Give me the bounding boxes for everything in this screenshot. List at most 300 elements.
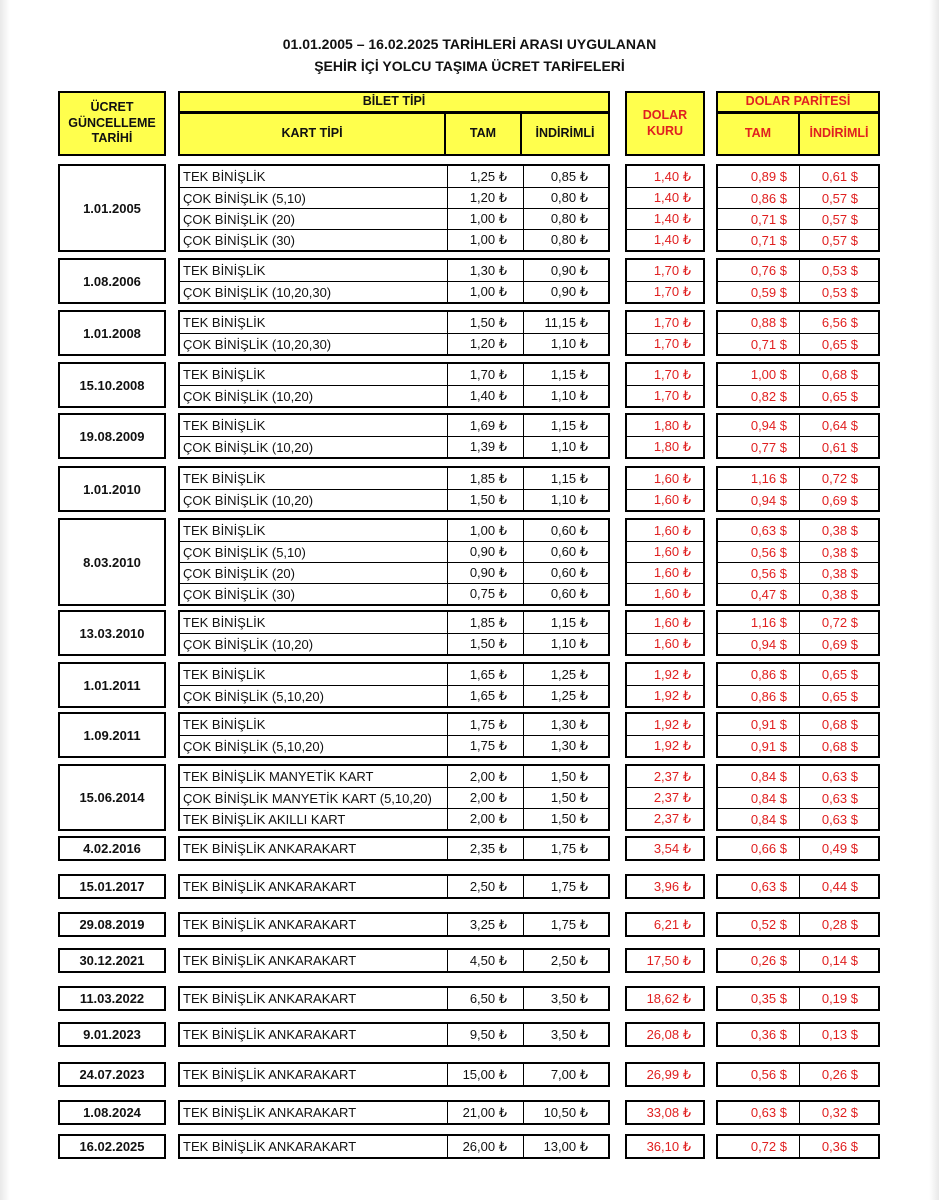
parity-full-cell: 0,91 $: [718, 714, 800, 735]
parity-full-cell: 0,76 $: [718, 260, 800, 281]
card-type-cell: TEK BİNİŞLİK: [180, 415, 448, 436]
card-type-cell: ÇOK BİNİŞLİK (10,20): [180, 437, 448, 457]
full-fare-cell: 1,70 ₺: [448, 364, 524, 385]
parity-full-cell: 0,94 $: [718, 415, 800, 436]
parity-discounted-cell: 0,13 $: [821, 1027, 858, 1042]
table-row: [627, 260, 703, 281]
table-row: [627, 1064, 703, 1085]
full-fare-cell: 1,50 ₺: [448, 490, 524, 510]
parity-discounted-cell: 0,63 $: [821, 790, 858, 806]
card-type-cell: ÇOK BİNİŞLİK (20): [180, 209, 448, 229]
full-fare-cell: 1,50 ₺: [448, 312, 524, 333]
dollar-rate-cell: 36,10 ₺: [646, 1138, 691, 1154]
full-fare-cell: 3,25 ₺: [448, 914, 524, 935]
table-row: [180, 633, 608, 654]
group-date-cell: 19.08.2009: [58, 413, 166, 459]
parity-discounted-cell: 0,49 $: [821, 841, 858, 856]
table-row: [180, 808, 608, 829]
card-type-cell: TEK BİNİŞLİK: [180, 468, 448, 489]
parity-discounted-cell: 0,72 $: [821, 615, 858, 630]
table-row: [718, 664, 878, 685]
parity-full-cell: 1,00 $: [718, 364, 800, 385]
parity-full-cell: 0,71 $: [718, 230, 800, 250]
parity-full-cell: 0,35 $: [718, 988, 800, 1009]
dollar-rate-cell: 1,92 ₺: [653, 738, 691, 753]
group-ticket-block: [178, 518, 610, 606]
full-fare-cell: 1,65 ₺: [448, 664, 524, 685]
parity-full-cell: 0,86 $: [718, 686, 800, 706]
page-title-line-2: ŞEHİR İÇİ YOLCU TAŞIMA ÜCRET TARİFELERİ: [314, 58, 625, 74]
group-date-cell: 1.01.2008: [58, 310, 166, 356]
table-row: [718, 988, 878, 1009]
full-fare-cell: 1,25 ₺: [448, 166, 524, 187]
table-row: [180, 1102, 608, 1123]
header-full: TAM: [444, 112, 522, 156]
discounted-fare-cell: 0,85 ₺: [550, 168, 588, 184]
table-row: [627, 1102, 703, 1123]
table-row: [718, 260, 878, 281]
group-parity-block: [716, 662, 880, 708]
dollar-rate-cell: 1,40 ₺: [653, 211, 691, 226]
dollar-rate-cell: 1,40 ₺: [653, 168, 691, 184]
group-date-cell: 15.06.2014: [58, 764, 166, 831]
group-parity-block: [716, 610, 880, 656]
table-row: [718, 281, 878, 302]
group-dollar-rate-block: [625, 258, 705, 304]
group-dollar-rate-block: [625, 836, 705, 861]
table-row: [627, 1024, 703, 1045]
table-row: [718, 312, 878, 333]
card-type-cell: TEK BİNİŞLİK ANKARAKART: [180, 1102, 448, 1123]
card-type-cell: ÇOK BİNİŞLİK (30): [180, 584, 448, 604]
discounted-fare-cell: 1,15 ₺: [550, 614, 588, 630]
discounted-fare-cell: 1,10 ₺: [550, 336, 588, 351]
table-row: [180, 876, 608, 897]
table-row: [180, 664, 608, 685]
group-ticket-block: [178, 948, 610, 973]
full-fare-cell: 1,69 ₺: [448, 415, 524, 436]
table-row: [180, 489, 608, 510]
group-date-cell: 11.03.2022: [58, 986, 166, 1011]
full-fare-cell: 1,00 ₺: [448, 282, 524, 302]
table-row: [627, 333, 703, 354]
page-edge-right: [929, 0, 939, 1200]
group-dollar-rate-block: [625, 1100, 705, 1125]
dollar-rate-cell: 17,50 ₺: [646, 952, 691, 968]
parity-full-cell: 0,72 $: [718, 1136, 800, 1157]
parity-full-cell: 0,86 $: [718, 188, 800, 208]
group-dollar-rate-block: [625, 466, 705, 512]
header-discounted: İNDİRİMLİ: [520, 112, 610, 156]
table-row: [180, 364, 608, 385]
group-date-cell: 1.08.2024: [58, 1100, 166, 1125]
parity-full-cell: 0,84 $: [718, 766, 800, 787]
parity-discounted-cell: 0,26 $: [821, 1067, 858, 1082]
discounted-fare-cell: 1,30 ₺: [550, 716, 588, 732]
table-row: [180, 766, 608, 787]
table-row: [718, 436, 878, 457]
dollar-rate-cell: 1,70 ₺: [653, 366, 691, 382]
full-fare-cell: 4,50 ₺: [448, 950, 524, 971]
card-type-cell: TEK BİNİŞLİK ANKARAKART: [180, 1024, 448, 1045]
header-card-type: KART TİPİ: [178, 112, 446, 156]
parity-full-cell: 0,82 $: [718, 386, 800, 406]
card-type-cell: TEK BİNİŞLİK: [180, 664, 448, 685]
card-type-cell: TEK BİNİŞLİK: [180, 166, 448, 187]
group-date-cell: 1.09.2011: [58, 712, 166, 758]
dollar-rate-cell: 1,60 ₺: [653, 470, 691, 486]
group-ticket-block: [178, 610, 610, 656]
card-type-cell: TEK BİNİŞLİK ANKARAKART: [180, 950, 448, 971]
parity-full-cell: 0,26 $: [718, 950, 800, 971]
dollar-rate-cell: 1,92 ₺: [653, 716, 691, 732]
table-row: [718, 166, 878, 187]
card-type-cell: TEK BİNİŞLİK ANKARAKART: [180, 876, 448, 897]
group-date-cell: 1.01.2005: [58, 164, 166, 252]
group-ticket-block: [178, 310, 610, 356]
group-parity-block: [716, 1134, 880, 1159]
parity-discounted-cell: 0,32 $: [821, 1105, 858, 1120]
discounted-fare-cell: 0,90 ₺: [550, 284, 588, 299]
header-dollar-rate: DOLAR KURU: [625, 91, 705, 156]
full-fare-cell: 1,30 ₺: [448, 260, 524, 281]
table-row: [627, 664, 703, 685]
table-row: [627, 166, 703, 187]
full-fare-cell: 1,20 ₺: [448, 334, 524, 354]
parity-full-cell: 0,91 $: [718, 736, 800, 756]
group-dollar-rate-block: [625, 1134, 705, 1159]
full-fare-cell: 2,50 ₺: [448, 876, 524, 897]
discounted-fare-cell: 1,15 ₺: [550, 366, 588, 382]
group-date-cell: 8.03.2010: [58, 518, 166, 606]
group-ticket-block: [178, 1100, 610, 1125]
table-row: [718, 333, 878, 354]
group-ticket-block: [178, 1134, 610, 1159]
parity-discounted-cell: 0,14 $: [821, 953, 858, 968]
parity-discounted-cell: 0,65 $: [821, 388, 858, 404]
table-row: [627, 415, 703, 436]
dollar-rate-cell: 26,99 ₺: [646, 1066, 691, 1082]
table-row: [718, 541, 878, 562]
parity-discounted-cell: 0,61 $: [821, 439, 858, 455]
table-row: [718, 1136, 878, 1157]
full-fare-cell: 1,85 ₺: [448, 468, 524, 489]
group-date-cell: 1.01.2010: [58, 466, 166, 512]
full-fare-cell: 1,75 ₺: [448, 714, 524, 735]
dollar-rate-cell: 1,70 ₺: [653, 314, 691, 330]
table-row: [627, 735, 703, 756]
full-fare-cell: 26,00 ₺: [448, 1136, 524, 1157]
card-type-cell: TEK BİNİŞLİK ANKARAKART: [180, 914, 448, 935]
full-fare-cell: 21,00 ₺: [448, 1102, 524, 1123]
full-fare-cell: 0,75 ₺: [448, 584, 524, 604]
group-ticket-block: [178, 662, 610, 708]
parity-discounted-cell: 0,53 $: [821, 284, 858, 300]
parity-full-cell: 0,89 $: [718, 166, 800, 187]
dollar-rate-cell: 1,40 ₺: [653, 232, 691, 247]
table-row: [627, 489, 703, 510]
dollar-rate-cell: 1,60 ₺: [653, 492, 691, 507]
group-ticket-block: [178, 1022, 610, 1047]
table-row: [718, 415, 878, 436]
dollar-rate-cell: 1,80 ₺: [653, 439, 691, 454]
group-parity-block: [716, 1062, 880, 1087]
parity-full-cell: 0,56 $: [718, 563, 800, 583]
group-date-cell: 4.02.2016: [58, 836, 166, 861]
table-row: [180, 1064, 608, 1085]
group-dollar-rate-block: [625, 662, 705, 708]
table-row: [718, 633, 878, 654]
table-row: [180, 541, 608, 562]
table-row: [718, 385, 878, 406]
group-dollar-rate-block: [625, 912, 705, 937]
parity-discounted-cell: 0,38 $: [821, 565, 858, 581]
table-row: [627, 520, 703, 541]
parity-full-cell: 0,77 $: [718, 437, 800, 457]
group-parity-block: [716, 986, 880, 1011]
table-row: [718, 685, 878, 706]
discounted-fare-cell: 7,00 ₺: [550, 1066, 588, 1082]
discounted-fare-cell: 1,10 ₺: [550, 388, 588, 403]
table-row: [180, 312, 608, 333]
discounted-fare-cell: 3,50 ₺: [550, 1026, 588, 1042]
group-parity-block: [716, 948, 880, 973]
group-ticket-block: [178, 912, 610, 937]
card-type-cell: ÇOK BİNİŞLİK (5,10): [180, 188, 448, 208]
full-fare-cell: 1,00 ₺: [448, 230, 524, 250]
table-row: [180, 612, 608, 633]
group-ticket-block: [178, 466, 610, 512]
card-type-cell: TEK BİNİŞLİK ANKARAKART: [180, 1064, 448, 1085]
table-row: [718, 1024, 878, 1045]
group-parity-block: [716, 874, 880, 899]
discounted-fare-cell: 1,75 ₺: [550, 916, 588, 932]
group-dollar-rate-block: [625, 610, 705, 656]
parity-discounted-cell: 0,57 $: [821, 232, 858, 248]
dollar-rate-cell: 2,37 ₺: [653, 790, 691, 805]
table-row: [718, 229, 878, 250]
table-row: [627, 385, 703, 406]
discounted-fare-cell: 1,50 ₺: [550, 811, 588, 826]
dollar-rate-cell: 3,54 ₺: [653, 840, 691, 856]
parity-discounted-cell: 0,38 $: [821, 586, 858, 602]
table-row: [627, 562, 703, 583]
discounted-fare-cell: 0,80 ₺: [550, 232, 588, 247]
card-type-cell: TEK BİNİŞLİK ANKARAKART: [180, 988, 448, 1009]
group-dollar-rate-block: [625, 1062, 705, 1087]
parity-full-cell: 0,66 $: [718, 838, 800, 859]
table-row: [627, 583, 703, 604]
table-row: [627, 787, 703, 808]
card-type-cell: TEK BİNİŞLİK: [180, 714, 448, 735]
dollar-rate-cell: 18,62 ₺: [646, 990, 691, 1006]
group-parity-block: [716, 258, 880, 304]
group-dollar-rate-block: [625, 712, 705, 758]
card-type-cell: ÇOK BİNİŞLİK MANYETİK KART (5,10,20): [180, 788, 448, 808]
parity-full-cell: 0,84 $: [718, 788, 800, 808]
table-row: [180, 562, 608, 583]
dollar-rate-cell: 33,08 ₺: [646, 1104, 691, 1120]
table-row: [180, 520, 608, 541]
discounted-fare-cell: 1,15 ₺: [550, 470, 588, 486]
dollar-rate-cell: 2,37 ₺: [653, 811, 691, 826]
table-row: [180, 1024, 608, 1045]
card-type-cell: TEK BİNİŞLİK ANKARAKART: [180, 1136, 448, 1157]
parity-discounted-cell: 0,53 $: [821, 263, 858, 278]
parity-discounted-cell: 0,64 $: [821, 418, 858, 433]
group-dollar-rate-block: [625, 1022, 705, 1047]
dollar-rate-cell: 1,60 ₺: [653, 614, 691, 630]
table-row: [180, 166, 608, 187]
group-date-cell: 30.12.2021: [58, 948, 166, 973]
table-row: [718, 612, 878, 633]
discounted-fare-cell: 10,50 ₺: [543, 1104, 588, 1120]
parity-full-cell: 0,52 $: [718, 914, 800, 935]
table-row: [180, 385, 608, 406]
card-type-cell: ÇOK BİNİŞLİK (30): [180, 230, 448, 250]
group-dollar-rate-block: [625, 164, 705, 252]
parity-full-cell: 0,63 $: [718, 876, 800, 897]
card-type-cell: ÇOK BİNİŞLİK (10,20,30): [180, 282, 448, 302]
group-parity-block: [716, 362, 880, 408]
discounted-fare-cell: 0,80 ₺: [550, 190, 588, 205]
full-fare-cell: 1,85 ₺: [448, 612, 524, 633]
table-row: [627, 612, 703, 633]
table-row: [718, 766, 878, 787]
group-dollar-rate-block: [625, 874, 705, 899]
card-type-cell: ÇOK BİNİŞLİK (10,20): [180, 386, 448, 406]
header-dollar-parity: DOLAR PARİTESİ: [716, 91, 880, 113]
group-parity-block: [716, 764, 880, 831]
dollar-rate-cell: 1,70 ₺: [653, 262, 691, 278]
table-row: [627, 838, 703, 859]
group-date-cell: 29.08.2019: [58, 912, 166, 937]
group-ticket-block: [178, 712, 610, 758]
table-row: [718, 735, 878, 756]
table-row: [627, 312, 703, 333]
parity-discounted-cell: 6,56 $: [821, 315, 858, 330]
parity-full-cell: 0,71 $: [718, 334, 800, 354]
discounted-fare-cell: 11,15 ₺: [544, 314, 588, 330]
table-row: [627, 229, 703, 250]
group-parity-block: [716, 1100, 880, 1125]
table-row: [180, 229, 608, 250]
dollar-rate-cell: 2,37 ₺: [653, 768, 691, 784]
card-type-cell: TEK BİNİŞLİK: [180, 612, 448, 633]
group-ticket-block: [178, 258, 610, 304]
discounted-fare-cell: 1,75 ₺: [550, 878, 588, 894]
card-type-cell: TEK BİNİŞLİK: [180, 260, 448, 281]
parity-full-cell: 0,63 $: [718, 520, 800, 541]
parity-discounted-cell: 0,19 $: [821, 991, 858, 1006]
table-row: [627, 950, 703, 971]
table-row: [627, 914, 703, 935]
discounted-fare-cell: 3,50 ₺: [550, 990, 588, 1006]
table-row: [180, 787, 608, 808]
group-ticket-block: [178, 413, 610, 459]
table-row: [718, 838, 878, 859]
group-date-cell: 15.01.2017: [58, 874, 166, 899]
parity-full-cell: 0,63 $: [718, 1102, 800, 1123]
parity-full-cell: 0,71 $: [718, 209, 800, 229]
parity-discounted-cell: 0,28 $: [821, 917, 858, 932]
parity-discounted-cell: 0,65 $: [821, 667, 858, 682]
parity-discounted-cell: 0,68 $: [821, 367, 858, 382]
group-date-cell: 15.10.2008: [58, 362, 166, 408]
card-type-cell: ÇOK BİNİŞLİK (5,10,20): [180, 736, 448, 756]
full-fare-cell: 2,00 ₺: [448, 809, 524, 829]
full-fare-cell: 2,00 ₺: [448, 788, 524, 808]
table-row: [180, 950, 608, 971]
table-row: [718, 468, 878, 489]
parity-discounted-cell: 0,65 $: [821, 336, 858, 352]
full-fare-cell: 1,20 ₺: [448, 188, 524, 208]
table-row: [718, 914, 878, 935]
parity-discounted-cell: 0,68 $: [821, 738, 858, 754]
table-row: [718, 583, 878, 604]
full-fare-cell: 15,00 ₺: [448, 1064, 524, 1085]
full-fare-cell: 2,35 ₺: [448, 838, 524, 859]
table-row: [180, 914, 608, 935]
table-row: [180, 187, 608, 208]
parity-full-cell: 0,84 $: [718, 809, 800, 829]
card-type-cell: ÇOK BİNİŞLİK (10,20): [180, 490, 448, 510]
table-row: [718, 489, 878, 510]
table-row: [718, 562, 878, 583]
parity-full-cell: 1,16 $: [718, 612, 800, 633]
full-fare-cell: 1,00 ₺: [448, 209, 524, 229]
table-row: [627, 281, 703, 302]
group-dollar-rate-block: [625, 362, 705, 408]
discounted-fare-cell: 1,10 ₺: [550, 439, 588, 454]
dollar-rate-cell: 1,70 ₺: [653, 388, 691, 403]
group-ticket-block: [178, 362, 610, 408]
table-row: [627, 685, 703, 706]
group-date-cell: 16.02.2025: [58, 1134, 166, 1159]
dollar-rate-cell: 1,70 ₺: [653, 336, 691, 351]
group-ticket-block: [178, 874, 610, 899]
table-row: [627, 187, 703, 208]
table-row: [718, 187, 878, 208]
parity-full-cell: 0,36 $: [718, 1024, 800, 1045]
discounted-fare-cell: 1,50 ₺: [550, 768, 588, 784]
table-row: [718, 520, 878, 541]
group-dollar-rate-block: [625, 948, 705, 973]
full-fare-cell: 2,00 ₺: [448, 766, 524, 787]
parity-discounted-cell: 0,38 $: [821, 523, 858, 538]
group-parity-block: [716, 836, 880, 861]
page-edge-left: [0, 0, 10, 1200]
group-dollar-rate-block: [625, 413, 705, 459]
table-row: [627, 436, 703, 457]
discounted-fare-cell: 0,80 ₺: [550, 211, 588, 226]
table-row: [180, 685, 608, 706]
table-row: [718, 787, 878, 808]
parity-full-cell: 0,86 $: [718, 664, 800, 685]
group-ticket-block: [178, 1062, 610, 1087]
parity-discounted-cell: 0,69 $: [821, 636, 858, 652]
group-parity-block: [716, 912, 880, 937]
table-row: [627, 714, 703, 735]
dollar-rate-cell: 3,96 ₺: [653, 878, 691, 894]
table-row: [180, 436, 608, 457]
card-type-cell: TEK BİNİŞLİK: [180, 312, 448, 333]
table-row: [718, 208, 878, 229]
table-row: [718, 364, 878, 385]
card-type-cell: ÇOK BİNİŞLİK (10,20): [180, 634, 448, 654]
discounted-fare-cell: 1,75 ₺: [550, 840, 588, 856]
full-fare-cell: 6,50 ₺: [448, 988, 524, 1009]
